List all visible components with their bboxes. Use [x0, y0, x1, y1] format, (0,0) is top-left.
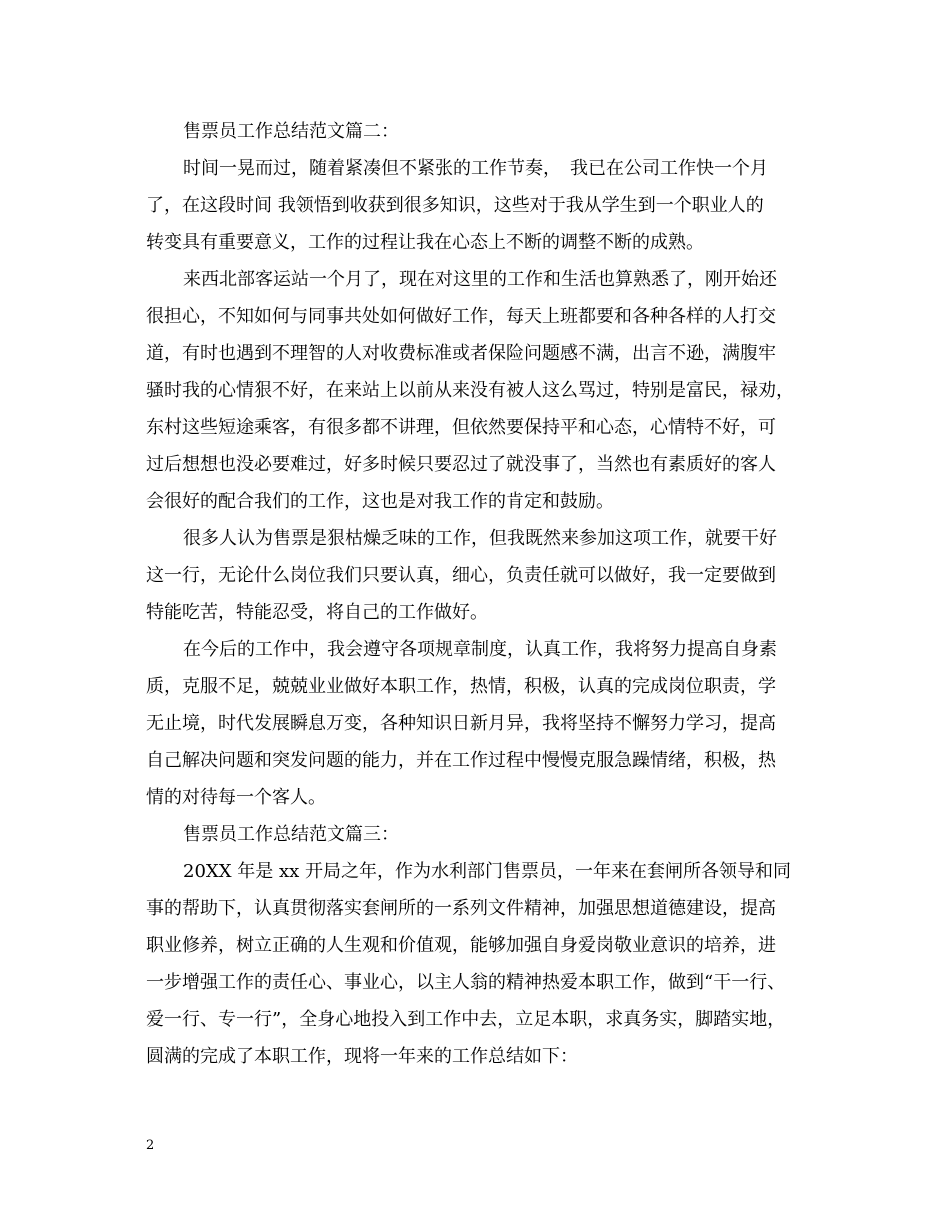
- paragraph-line: 东村这些短途乘客，有很多都不讲理，但依然要保持平和心态，心情特不好，可: [146, 417, 776, 438]
- paragraph-line: 道，有时也遇到不理智的人对收费标准或者保险问题感不满，出言不逊，满腹牢: [146, 343, 776, 364]
- paragraph-line: 会很好的配合我们的工作，这也是对我工作的肯定和鼓励。: [146, 491, 614, 512]
- paragraph-line: 在今后的工作中，我会遵守各项规章制度，认真工作，我将努力提高自身素: [183, 639, 777, 660]
- paragraph-line: 无止境，时代发展瞬息万变，各种知识日新月异，我将坚持不懈努力学习，提高: [146, 713, 776, 734]
- paragraph-line: 爱一行、专一行”，全身心地投入到工作中去，立足本职，求真务实，脚踏实地，: [146, 1009, 786, 1030]
- paragraph-line: 特能吃苦，特能忍受，将自己的工作做好。: [146, 602, 488, 623]
- paragraph-line: 情的对待每一个客人。: [146, 787, 326, 808]
- paragraph-line: 时间一晃而过，随着紧凑但不紧张的工作节奏， 我已在公司工作快一个月: [183, 158, 768, 179]
- paragraph-line: 骚时我的心情狠不好，在来站上以前从来没有被人这么骂过，特别是富民，禄劝，: [146, 380, 794, 401]
- paragraph-line: 这一行，无论什么岗位我们只要认真，细心，负责任就可以做好，我一定要做到: [146, 565, 776, 586]
- paragraph-line: 转变具有重要意义，工作的过程让我在心态上不断的调整不断的成熟。: [146, 232, 704, 253]
- paragraph-line: 过后想想也没必要难过，好多时候只要忍过了就没事了，当然也有素质好的客人: [146, 454, 776, 475]
- paragraph-line: 质，克服不足，兢兢业业做好本职工作，热情，积极，认真的完成岗位职责，学: [146, 676, 776, 697]
- paragraph-line: 自己解决问题和突发问题的能力，并在工作过程中慢慢克服急躁情绪，积极，热: [146, 750, 776, 771]
- section-heading-part-two: 售票员工作总结范文篇二：: [183, 121, 399, 142]
- paragraph-line: 事的帮助下，认真贯彻落实套闸所的一系列文件精神，加强思想道德建设，提高: [146, 898, 776, 919]
- paragraph-line: 一步增强工作的责任心、事业心，以主人翁的精神热爱本职工作，做到“干一行、: [146, 972, 786, 993]
- paragraph-line: 来西北部客运站一个月了，现在对这里的工作和生活也算熟悉了，刚开始还: [183, 269, 777, 290]
- paragraph-line: 很多人认为售票是狠枯燥乏味的工作，但我既然来参加这项工作，就要干好: [183, 528, 777, 549]
- paragraph-line: 20XX 年是 xx 开局之年，作为水利部门售票员，一年来在套闸所各领导和同: [183, 861, 791, 882]
- section-heading-part-three: 售票员工作总结范文篇三：: [183, 824, 399, 845]
- paragraph-line: 职业修养，树立正确的人生观和价值观，能够加强自身爱岗敬业意识的培养，进: [146, 935, 776, 956]
- paragraph-line: 了，在这段时间 我领悟到收获到很多知识，这些对于我从学生到一个职业人的: [146, 195, 764, 216]
- paragraph-line: 圆满的完成了本职工作，现将一年来的工作总结如下：: [146, 1046, 578, 1067]
- page-number: 2: [146, 1138, 155, 1153]
- paragraph-line: 很担心，不知如何与同事共处如何做好工作，每天上班都要和各种各样的人打交: [146, 306, 776, 327]
